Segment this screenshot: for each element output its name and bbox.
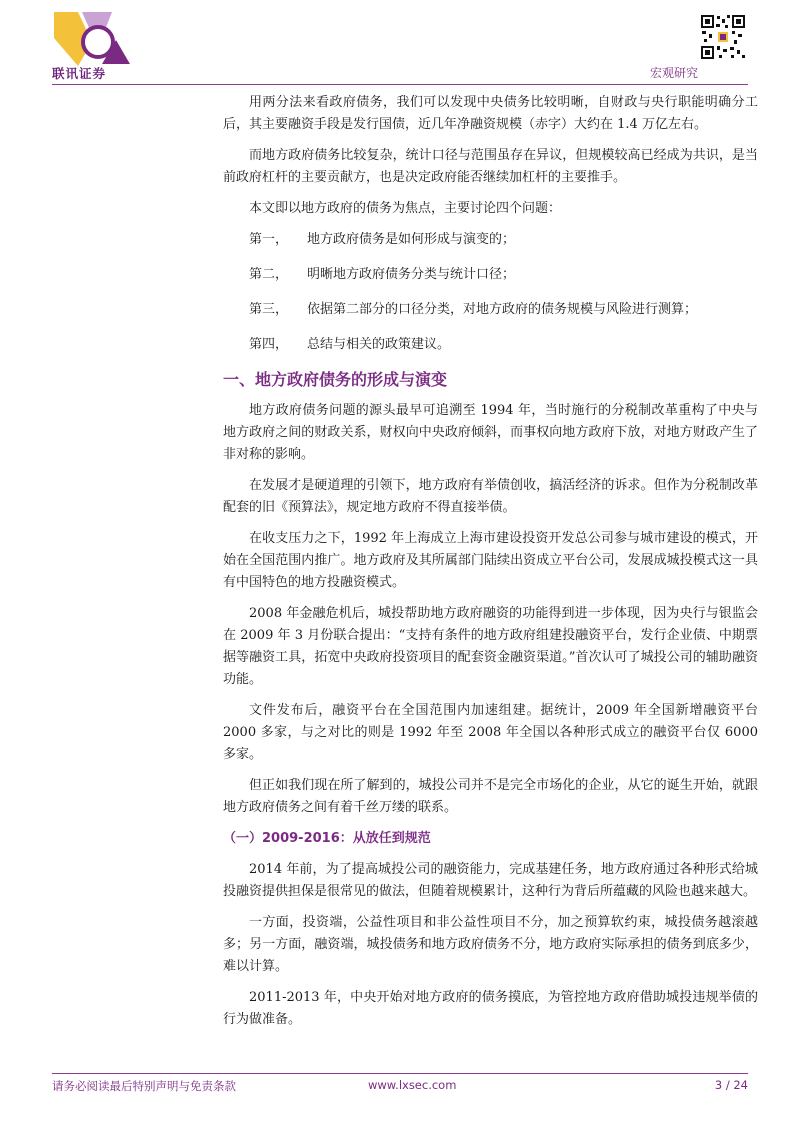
- logo-text: 联讯证券: [52, 66, 107, 81]
- body-paragraph: 在收支压力之下，1992 年上海成立上海市建设投资开发总公司参与城市建设的模式，开始在全国范围内推广。地方政府及其所属部门陆续出资成立平台公司，发展成城投模式这一具有中国特色的地方投融资模式。: [223, 531, 758, 590]
- subsection-heading: （一）2009-2016：从放任到规范: [223, 831, 431, 846]
- intro-paragraph: 用两分法来看政府债务，我们可以发现中央债务比较明晰，自财政与央行职能明确分工后，其主要融资手段是发行国债，近几年净融资规模（赤字）大约在 1.4 万亿左右。: [223, 95, 758, 132]
- website-link[interactable]: www.lxsec.com: [368, 1078, 457, 1092]
- body-paragraph: 但正如我们现在所了解到的，城投公司并不是完全市场化的企业，从它的诞生开始，就跟地方政府债务之间有着千丝万缕的联系。: [223, 778, 758, 815]
- question-text: 总结与相关的政策建议。: [307, 337, 451, 352]
- question-item: [223, 264, 758, 286]
- page-header: [0, 0, 800, 90]
- disclaimer-link[interactable]: 请务必阅读最后特别声明与免责条款: [52, 1079, 236, 1093]
- body-paragraph: 文件发布后，融资平台在全国范围内加速组建。据统计，2009 年全国新增融资平台 2000 多家，与之对比的则是 1992 年至 2008 年全国以各种形式成立的融资平台仅 6000 多家。: [223, 703, 758, 762]
- intro-paragraph: 本文即以地方政府的债务为焦点，主要讨论四个问题：: [249, 201, 562, 216]
- page-number: 3 / 24: [714, 1078, 748, 1092]
- question-item: [223, 334, 758, 356]
- question-text: 明晰地方政府债务分类与统计口径；: [307, 267, 516, 282]
- question-item: [223, 299, 758, 321]
- question-number: 第三，: [249, 302, 289, 317]
- question-text: 依据第二部分的口径分类，对地方政府的债务规模与风险进行测算；: [307, 302, 698, 317]
- body-paragraph: 在发展才是硬道理的引领下，地方政府有举债创收，搞活经济的诉求。但作为分税制改革配套的旧《预算法》，规定地方政府不得直接举债。: [223, 478, 758, 515]
- footer-divider: [52, 1073, 748, 1074]
- section-tag: 宏观研究: [650, 66, 699, 80]
- body-paragraph: 一方面，投资端，公益性项目和非公益性项目不分，加之预算软约束，城投债务越滚越多；另一方面，融资端，城投债务和地方政府债务不分，地方政府实际承担的债务到底多少，难以计算。: [223, 915, 758, 974]
- question-text: 地方政府债务是如何形成与演变的；: [307, 232, 516, 247]
- question-number: 第四，: [249, 337, 289, 352]
- intro-paragraph: 而地方政府债务比较复杂，统计口径与范围虽存在异议，但规模较高已经成为共识，是当前政府杠杆的主要贡献方，也是决定政府能否继续加杠杆的主要推手。: [223, 148, 758, 185]
- question-number: 第一，: [249, 232, 289, 247]
- qr-code-icon: [700, 14, 746, 60]
- document-body: [223, 92, 758, 1040]
- header-divider: [52, 84, 748, 85]
- body-paragraph: 地方政府债务问题的源头最早可追溯至 1994 年，当时施行的分税制改革重构了中央与地方政府之间的财政关系，财权向中央政府倾斜，而事权向地方政府下放，对地方财政产生了非对称的影响。: [223, 403, 758, 462]
- body-paragraph: 2014 年前，为了提高城投公司的融资能力，完成基建任务，地方政府通过各种形式给城投融资提供担保是很常见的做法，但随着规模累计，这种行为背后所蕴藏的风险也越来越大。: [223, 862, 758, 899]
- section-heading: 一、地方政府债务的形成与演变: [223, 370, 448, 389]
- body-paragraph: 2008 年金融危机后，城投帮助地方政府融资的功能得到进一步体现，因为央行与银监会在 2009 年 3 月份联合提出：“支持有条件的地方政府组建投融资平台，发行企业债、中期票据等融资工具，拓宽中央政府投资项目的配套资金融资渠道。”首次认可了城投公司的辅助融资功能。: [223, 606, 758, 687]
- question-number: 第二，: [249, 267, 289, 282]
- question-item: [223, 229, 758, 251]
- body-paragraph: 2011-2013 年，中央开始对地方政府的债务摸底，为管控地方政府借助城投违规举债的行为做准备。: [223, 990, 758, 1027]
